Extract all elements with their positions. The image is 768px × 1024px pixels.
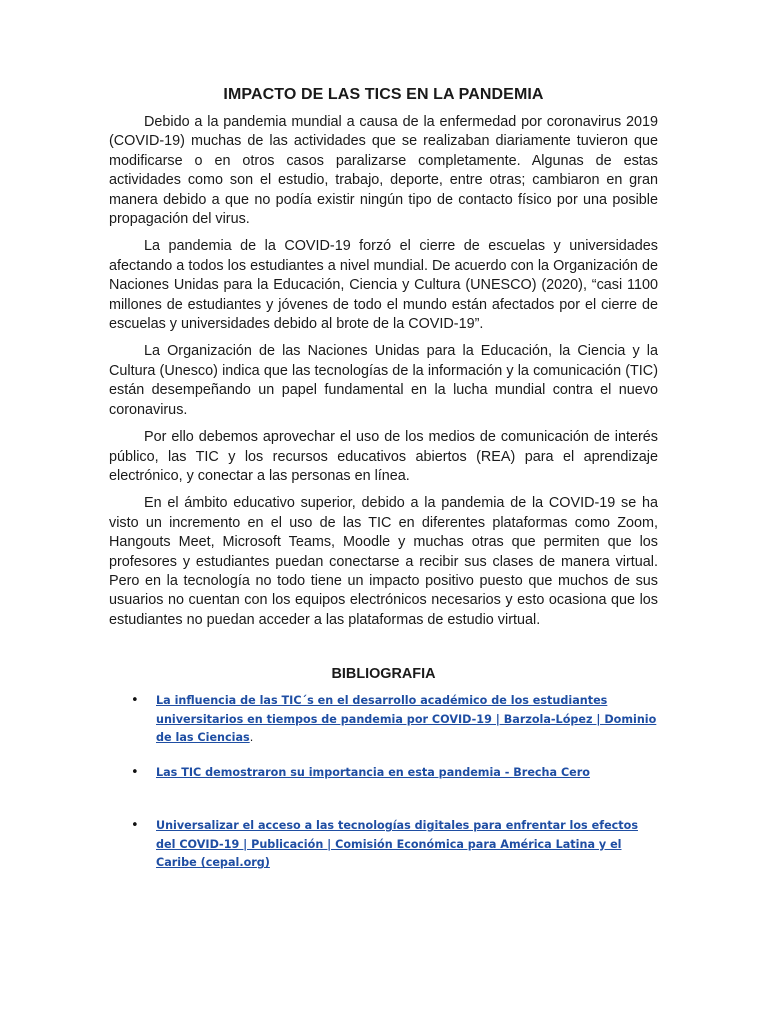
bibliography-link-2[interactable]: Las TIC demostraron su importancia en esta pandemia - Brecha Cero bbox=[156, 765, 590, 779]
bullet-icon: • bbox=[131, 693, 139, 709]
bibliography-list bbox=[109, 692, 658, 873]
bibliography-item bbox=[109, 692, 658, 748]
bullet-icon: • bbox=[131, 818, 139, 834]
paragraph-1: Debido a la pandemia mundial a causa de la enfermedad por coronavirus 2019 (COVID-19) muchas de las actividades que se realizaban diariamente tuvieron que modificarse o en otros casos paralizarse completamente. Algunas de estas actividades como son el estudio, trabajo, deporte, entre otras; cambiaron en gran manera debido a que no podía existir ningún tipo de contacto físico por una posible propagación del virus. bbox=[109, 114, 658, 228]
paragraph-3: La Organización de las Naciones Unidas para la Educación, la Ciencia y la Cultura (Unesco) indica que las tecnologías de la información y la comunicación (TIC) están desempeñando un papel fundamental en la lucha mundial contra el nuevo coronavirus. bbox=[109, 343, 658, 418]
bibliography-item bbox=[109, 764, 658, 783]
bullet-icon: • bbox=[131, 764, 139, 780]
document-body bbox=[109, 86, 658, 873]
document-title: IMPACTO DE LAS TICS EN LA PANDEMIA bbox=[223, 86, 544, 103]
bibliography-link-3[interactable]: Universalizar el acceso a las tecnologías digitales para enfrentar los efectos del COVID-19 | Publicación | Comisión Económica para América Latina y el Caribe (cepal.org) bbox=[156, 819, 638, 870]
bibliography-link-1[interactable]: La influencia de las TIC´s en el desarrollo académico de los estudiantes universitarios en tiempos de pandemia por COVID-19 | Barzola-López | Dominio de las Ciencias bbox=[156, 694, 657, 745]
paragraph-4: Por ello debemos aprovechar el uso de los medios de comunicación de interés público, las TIC y los recursos educativos abiertos (REA) para el aprendizaje electrónico, y conectar a las personas en línea. bbox=[109, 429, 658, 484]
paragraph-2: La pandemia de la COVID-19 forzó el cierre de escuelas y universidades afectando a todos los estudiantes a nivel mundial. De acuerdo con la Organización de Naciones Unidas para la Educación, Ciencia y Cultura (UNESCO) (2020), “casi 1100 millones de estudiantes y jóvenes de todo el mundo están afectados por el cierre de escuelas y universidades debido al brote de la COVID-19”. bbox=[109, 238, 658, 333]
bibliography-trailing-period: . bbox=[249, 731, 254, 745]
bibliography-heading: BIBLIOGRAFIA bbox=[331, 666, 436, 683]
bibliography-item bbox=[109, 817, 658, 873]
paragraph-5: En el ámbito educativo superior, debido a la pandemia de la COVID-19 se ha visto un incremento en el uso de las TIC en diferentes plataformas como Zoom, Hangouts Meet, Microsoft Teams, Moodle y muchas otras que permiten que los profesores y estudiantes puedan conectarse a recibir sus clases de manera virtual. Pero en la tecnología no todo tiene un impacto positivo puesto que muchos de sus usuarios no cuentan con los equipos electrónicos necesarios y esto ocasiona que los estudiantes no puedan acceder a las plataformas de estudio virtual. bbox=[109, 495, 658, 628]
